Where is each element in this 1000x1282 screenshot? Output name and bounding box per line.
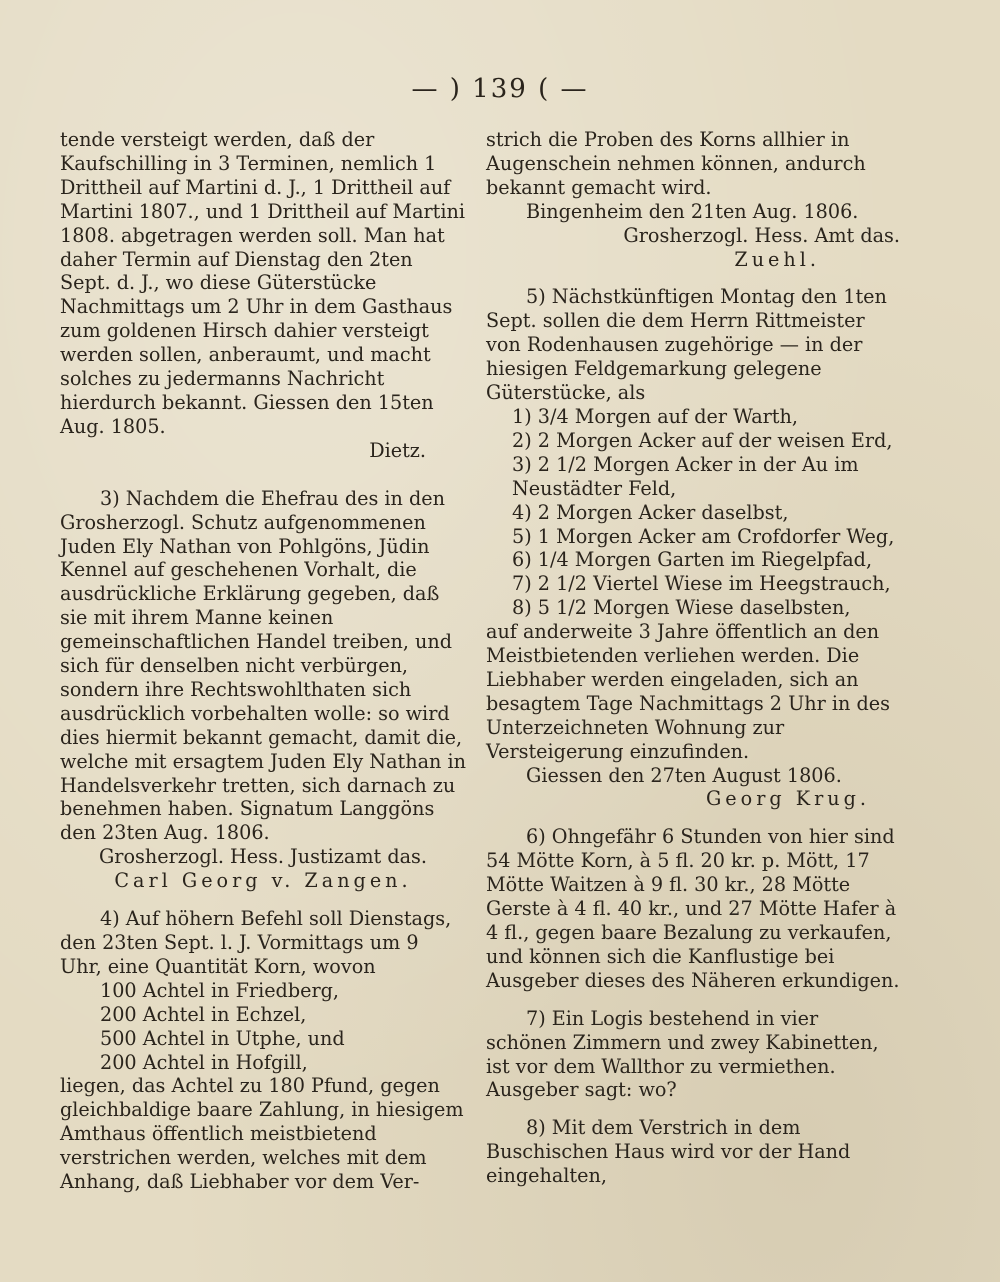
notice-signature: Dietz. [369, 438, 426, 462]
land-list-item: 3) 2 1/2 Morgen Acker in der Au im Neustädter Feld, [512, 452, 859, 500]
land-list-item: 1) 3/4 Morgen auf der Warth, [512, 404, 798, 428]
grain-list-item: 200 Achtel in Hofgill, [100, 1050, 308, 1074]
land-list-item: 5) 1 Morgen Acker am Crofdorfer Weg, [512, 524, 895, 548]
grain-list-item: 100 Achtel in Friedberg, [100, 978, 340, 1002]
land-list-item: 7) 2 1/2 Viertel Wiese im Heegstrauch, [512, 572, 891, 596]
notice-4-place-date: Bingenheim den 21ten Aug. 1806. [526, 199, 859, 223]
notice-4-text: 4) Auf höhern Befehl soll Dienstags, den 23ten Sept. l. J. Vormittags um 9 Uhr, eine Quantität Korn, wovon [60, 907, 452, 978]
notice-4-conclusion-text: strich die Proben des Korns allhier in Augenschein nehmen können, andurch bekannt gemacht wird. [486, 128, 866, 199]
notice-3-office: Grosherzogl. Hess. Justizamt das. [98, 845, 427, 869]
notice-7-text: 7) Ein Logis bestehend in vier schönen Zimmern und zwey Kabinetten, ist vor dem Wallthor zu vermiethen. Ausgeber sagt: wo? [486, 1006, 879, 1102]
notice-5-continued-text: auf anderweite 3 Jahre öffentlich an den Meistbietenden verliehen werden. Die Liebhaber werden eingeladen, sich an besagtem Tage Nachmittags 2 Uhr in des Unterzeichneten Wohnung zur Versteigerung einzufinden. [486, 620, 890, 763]
notice-5-signature: Georg Krug. [705, 787, 870, 811]
right-column [486, 128, 900, 1188]
grain-list-item: 200 Achtel in Echzel, [100, 1002, 307, 1026]
notice-3-text: 3) Nachdem die Ehefrau des in den Grosherzogl. Schutz aufgenommenen Juden Ely Nathan von Pohlgöns, Jüdin Kennel auf geschehenen Vorhalt, die ausdrückliche Erklärung gegeben, daß sie mit ihrem Manne keinen gemeinschaftlichen Handel treiben, und sich für denselben nicht verbürgen, sondern ihre Rechtswohlthaten sich ausdrücklich vorbehalten wolle: so wird dies hiermit bekannt gemacht, damit die, welche mit ersagtem Juden Ely Nathan in Handelsverkehr tretten, sich darnach zu benehmen haben. Signatum Langgöns den 23ten Aug. 1806. [60, 486, 466, 845]
notice-4-continued-text: liegen, das Achtel zu 180 Pfund, gegen gleichbaldige baare Zahlung, in hiesigem Amthaus öffentlich meistbietend verstrichen werden, welches mit dem Anhang, daß Liebhaber vor dem Ver- [60, 1074, 464, 1194]
land-list-item: 4) 2 Morgen Acker daselbst, [512, 500, 789, 524]
land-list-item: 8) 5 1/2 Morgen Wiese daselbsten, [512, 596, 851, 620]
grain-list-item: 500 Achtel in Utphe, und [100, 1026, 345, 1050]
notice-5-text: 5) Nächstkünftigen Montag den 1ten Sept. sollen die dem Herrn Rittmeister von Rodenhausen zugehörige — in der hiesigen Feldgemarkung gelegene Güterstücke, als [486, 285, 887, 405]
notice-8-text: 8) Mit dem Verstrich in dem Buschischen Haus wird vor der Hand eingehalten, [486, 1116, 851, 1188]
land-list-item: 6) 1/4 Morgen Garten im Riegelpfad, [512, 548, 873, 572]
notice-3-signature: Carl Georg v. Zangen. [114, 869, 412, 893]
page-number-header: — ) 139 ( — [411, 74, 589, 104]
land-list-item: 2) 2 Morgen Acker auf der weisen Erd, [512, 428, 893, 452]
notice-6-text: 6) Ohngefähr 6 Stunden von hier sind 54 Mötte Korn, à 5 fl. 20 kr. p. Mött, 17 Mötte Waitzen à 9 fl. 30 kr., 28 Mötte Gerste à 4 fl. 40 kr., und 27 Mötte Hafer à 4 fl., gegen baare Bezalung zu verkaufen, und können sich die Kanflustige bei Ausgeber dieses des Näheren erkundigen. [486, 825, 900, 992]
notice-4-office: Grosherzogl. Hess. Amt das. [623, 223, 900, 247]
notice-4-signature: Zuehl. [734, 247, 820, 271]
left-column [60, 128, 466, 1194]
notice-5-place-date: Giessen den 27ten August 1806. [526, 763, 842, 787]
notice-continued-text: tende versteigt werden, daß der Kaufschilling in 3 Terminen, nemlich 1 Drittheil auf Martini d. J., 1 Drittheil auf Martini 1807., und 1 Drittheil auf Martini 1808. abgetragen werden soll. Man hat daher Termin auf Dienstag den 2ten Sept. d. J., wo diese Güterstücke Nachmittags um 2 Uhr in dem Gasthaus zum goldenen Hirsch dahier versteigt werden sollen, anberaumt, und macht solches zu jedermanns Nachricht hierdurch bekannt. Giessen den 15ten Aug. 1805. [60, 128, 466, 438]
